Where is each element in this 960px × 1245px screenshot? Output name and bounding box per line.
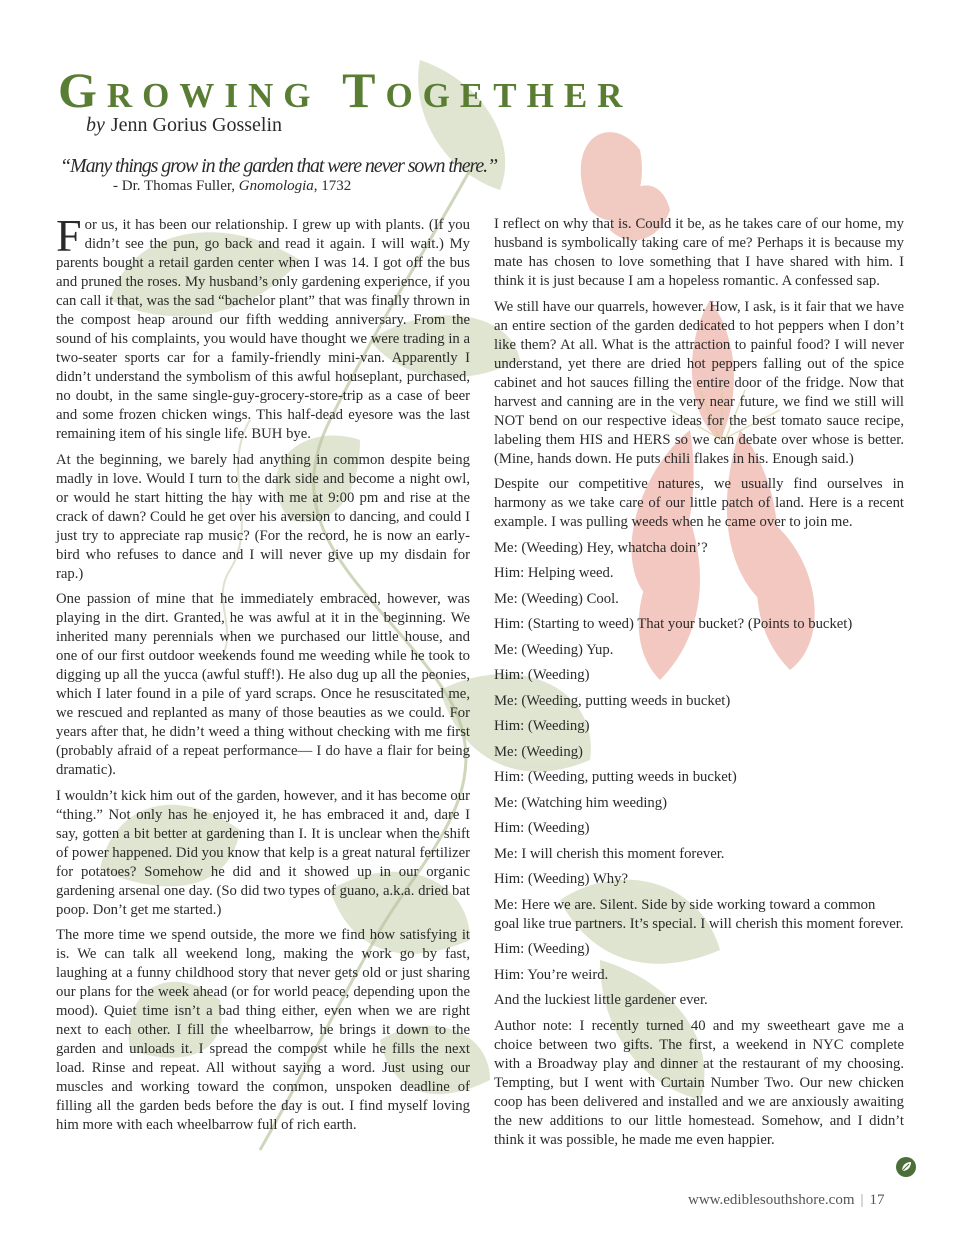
author-name: Jenn Gorius Gosselin	[110, 114, 282, 136]
attribution-comma: ,	[313, 178, 322, 194]
dialogue-line: Me: (Watching him weeding)	[494, 794, 667, 811]
epigraph-quote: “Many things grow in the garden that were never sown there.”	[60, 155, 498, 177]
dialogue-line: Him: (Weeding)	[494, 820, 590, 836]
attribution-year: 1732	[321, 178, 352, 194]
paragraph: And the luckiest little gardener ever.	[494, 992, 708, 1008]
dialogue-line: Him: (Weeding, putting weeds in bucket)	[494, 769, 737, 785]
dialogue-line: Me: (Weeding, putting weeds in bucket)	[494, 692, 731, 709]
paragraph: I wouldn’t kick him out of the garden, however, and it has become our “thing.” Not only has he enjoyed it, he has embraced it and, dare I say, gotten a bit better at gardening than I. It is unclear when the shift of power happened. Did you know that kelp is a great natural fertilizer for potatoes? Somehow he did and it showed up in our organic gardening arsenal one day. (So did two types of guano, a.k.a. dried bat poop. Don’t get me started.)	[56, 787, 470, 918]
dialogue-line: Him: (Weeding)	[494, 718, 590, 734]
dialogue-line: Him: (Weeding)	[494, 941, 590, 957]
paragraph: One passion of mine that he immediately embraced, however, was playing in the dirt. Granted, he was awful at it in the beginning. We inherited many perennials when we purchased our little house, and one of our first outdoor weekends found me weeding while he took to digging up all the yucca (awful stuff!). He also dug up all the peonies, which I later found in a pile of yard scraps. Once he resuscitated me, we rescued and replanted as many of those beauties as we could. For years after that, he didn’t weed a thing without checking with me first (probably afraid of a repeat performance— I do have a flair for being dramatic).	[56, 591, 470, 778]
epigraph-attribution	[113, 178, 351, 195]
paragraph: I reflect on why that is. Could it be, as he takes care of our home, my husband is symbolically taking care of me? Perhaps it is because my mate has chosen to love something that I have shared with him. I think it is just because I am a hopeless romantic. A confessed sap.	[494, 216, 904, 289]
leaf-logo-icon	[896, 1157, 916, 1177]
dialogue-line: Me: (Weeding) Hey, whatcha doin’?	[494, 539, 708, 556]
page-footer	[688, 1192, 885, 1209]
paragraph	[56, 210, 470, 444]
page-number: 17	[869, 1192, 885, 1208]
dialogue-line: Him: (Weeding) Why?	[494, 871, 628, 887]
paragraph: At the beginning, we barely had anything in common despite being madly in love. Would I turn to the dark side and become a night owl, or would he start hitting the hay with me at 9:00 pm and rise at the crack of dawn? Could he get over his aversion to dancing, and could I just try to appreciate rap music? (For the record, he is now an early-bird who refuses to dance and I will never give up my disdain for rap.)	[56, 451, 470, 582]
attribution-author: - Dr. Thomas Fuller,	[113, 178, 236, 194]
article-title: Growing Together	[58, 62, 633, 118]
footer-separator: |	[860, 1192, 864, 1208]
author-note: Author note: I recently turned 40 and my sweetheart gave me a choice between two gifts. The first, a weekend in NYC complete with a Broadway play and dinner at the restaurant of my choosing. Tempting, but I went with Curtain Number Two. Our new chicken coop has been delivered and installed and we are anxiously awaiting the new additions to our little homestead. Somehow, and I didn’t think it was possible, he made me even happier.	[494, 1017, 904, 1148]
attribution-work: Gnomologia	[238, 178, 314, 194]
dialogue-line: Him: (Weeding)	[494, 667, 590, 683]
dialogue-line: Him: Helping weed.	[494, 565, 614, 581]
dialogue	[494, 539, 904, 985]
website-link[interactable]: www.ediblesouthshore.com	[688, 1192, 855, 1208]
left-column	[56, 210, 470, 1142]
paragraph-text: or us, it has been our relationship. I grew up with plants. (If you didn’t see the pun, go back and read it again. I will wait.) My parents bought a retail garden center when I was 14. I got off the bus and pruned the roses. My husband’s only gardening experience, if you can call it that, was the sad “bachelor plant” that was finally thrown in the compost heap around our fifth wedding anniversary. From the sound of his complaints, you would have thought we were trading in a two-seater sports car for a family-friendly mini-van. Apparently I didn’t understand the symbolism of this awful houseplant, purchased, no doubt, in the same single-guy-grocery-store-trip as a case of beer and some frozen chicken wings. This half-dead eyesore was the last remaining item of his single life. BUH bye.	[56, 217, 470, 442]
right-column	[494, 215, 904, 1156]
byline	[86, 114, 282, 137]
dialogue-line: Me: (Weeding) Yup.	[494, 641, 614, 658]
dialogue-line: Me: (Weeding)	[494, 743, 583, 760]
dialogue-line: Me: (Weeding) Cool.	[494, 590, 619, 607]
paragraph: We still have our quarrels, however. How, I ask, is it fair that we have an entire section of the garden dedicated to hot peppers when I don’t like them? At all. What is the attraction to painful food? I will never understand, yet there are dried hot peppers falling out of the spice cabinet and hot sauces filling the entire door of the fridge. Now that harvest and canning are in the very near future, we find we still will NOT bend on our respective ideas for the best tomato sauce recipe, labeling them HIS and HERS so we can debate over whose is better. (Mine, hands down. He puts chili flakes in his. Enough said.)	[494, 298, 904, 467]
dialogue-line: Him: (Starting to weed) That your bucket? (Points to bucket)	[494, 616, 853, 632]
paragraph: Despite our competitive natures, we usually find ourselves in harmony as we take care of our little patch of land. Here is a recent example. I was pulling weeds when he came over to join me.	[494, 476, 904, 530]
dialogue-line: Me: Here we are. Silent. Side by side working toward a common goal like true partners. It’s special. I will cherish this moment forever.	[494, 896, 904, 932]
paragraph: The more time we spend outside, the more we find how satisfying it is. We can talk all weekend long, making the work go by fast, laughing at a funny childhood story that never gets old or just sharing our plans for the week ahead (or for world peace, depending upon the mood). Quiet time isn’t a bad thing either, even when we are right next to each other. I fill the wheelbarrow, he brings it down to the garden and unloads it. I spread the compost while he fills the next load. Rinse and repeat. All without saying a word. Just using our muscles and working toward the common, unspoken deadline of filling all the garden beds before the day is out. I find myself loving him more with each wheelbarrow full of rich earth.	[56, 927, 470, 1133]
byline-prefix: by	[86, 114, 105, 136]
dialogue-line: Him: You’re weird.	[494, 966, 609, 983]
drop-cap: F	[56, 210, 82, 261]
dialogue-line: Me: I will cherish this moment forever.	[494, 845, 725, 862]
